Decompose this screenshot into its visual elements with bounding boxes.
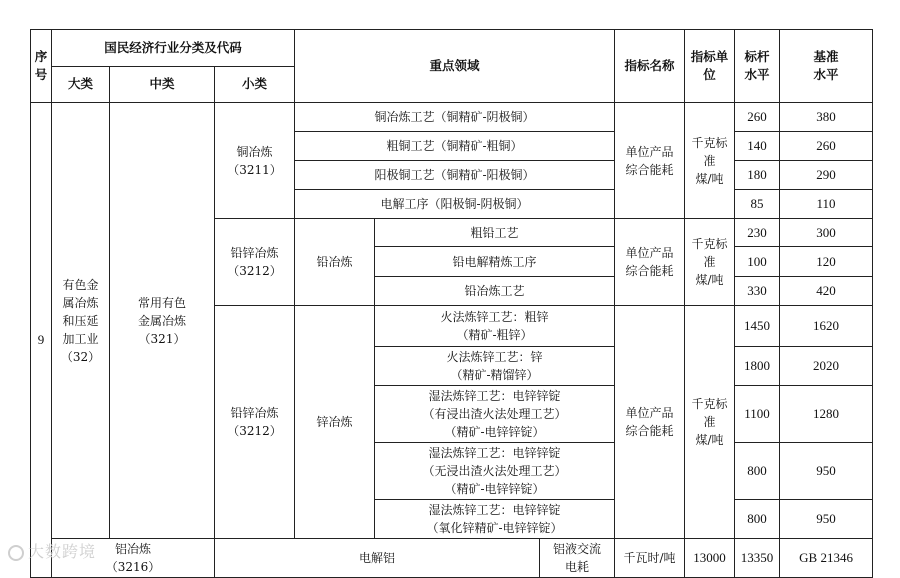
benchmark-cell: 1450 [735,306,780,347]
baseline-cell: 420 [780,277,873,306]
table-row [31,103,873,132]
benchmark-cell: 800 [735,500,780,539]
baseline-cell: 120 [780,247,873,277]
header-industry-classification: 国民经济行业分类及代码 [52,30,295,67]
header-indicator-unit: 指标单位 [685,30,735,103]
header-benchmark: 标杆 水平 [735,30,780,103]
indicator-name-cell: 铝液交流 电耗 [540,539,615,578]
header-row-1 [31,30,873,67]
key-area-cell: 火法炼锌工艺：粗锌 （精矿-粗锌） [375,306,615,347]
key-area-cell: 湿法炼锌工艺：电锌锌锭 （氧化锌精矿-电锌锌锭） [375,500,615,539]
benchmark-cell: 260 [735,103,780,132]
header-key-area: 重点领域 [295,30,615,103]
seq-cell: 9 [31,103,52,578]
benchmark-cell: 1800 [735,347,780,386]
key-area-cell: 湿法炼锌工艺：电锌锌锭 （有浸出渣火法处理工艺） （精矿-电锌锌锭） [375,386,615,443]
sub-area-lead-cell: 铅冶炼 [295,219,375,306]
header-seq: 序 号 [31,30,52,103]
benchmark-cell: 230 [735,219,780,247]
key-area-cell: 粗铅工艺 [375,219,615,247]
indicator-name-cell: 单位产品 综合能耗 [615,103,685,219]
benchmark-cell: 800 [735,443,780,500]
key-area-cell: 铅电解精炼工序 [375,247,615,277]
minor-aluminum-cell: 铝冶炼 （3216） [52,539,215,578]
table-row [31,539,873,578]
benchmark-cell: 140 [735,132,780,161]
benchmark-cell: 85 [735,190,780,219]
watermark-text: 大数跨境 [28,542,97,561]
header-indicator-name: 指标名称 [615,30,685,103]
indicator-name-cell: 单位产品 综合能耗 [615,219,685,306]
watermark-logo-icon [8,545,24,561]
key-area-cell: 粗铜工艺（铜精矿-粗铜） [295,132,615,161]
header-minor: 小类 [215,66,295,103]
baseline-cell: 13350 [735,539,780,578]
key-area-cell: 电解工序（阳极铜-阴极铜） [295,190,615,219]
indicator-unit-cell: 千克标准 煤/吨 [685,103,735,219]
baseline-cell: 290 [780,161,873,190]
medium-category-cell: 常用有色 金属冶炼 （321） [110,103,215,539]
indicator-unit-cell: 千瓦时/吨 [615,539,685,578]
baseline-cell: 1620 [780,306,873,347]
benchmark-cell: 100 [735,247,780,277]
baseline-cell: 110 [780,190,873,219]
header-baseline: 基准 水平 [780,30,873,103]
baseline-cell: 2020 [780,347,873,386]
baseline-cell: 1280 [780,386,873,443]
indicator-unit-cell: 千克标准 煤/吨 [685,219,735,306]
standards-table [30,29,873,578]
baseline-cell: 950 [780,500,873,539]
key-area-cell: 火法炼锌工艺：锌 （精矿-精馏锌） [375,347,615,386]
benchmark-cell: 330 [735,277,780,306]
baseline-cell: 950 [780,443,873,500]
benchmark-cell: 13000 [685,539,735,578]
header-medium: 中类 [110,66,215,103]
minor-lead-zinc-cell: 铅锌冶炼 （3212） [215,306,295,539]
key-area-cell: 铅冶炼工艺 [375,277,615,306]
benchmark-cell: 1100 [735,386,780,443]
key-area-cell: 铜冶炼工艺（铜精矿-阴极铜） [295,103,615,132]
sub-area-zinc-cell: 锌冶炼 [295,306,375,539]
major-category-cell: 有色金 属冶炼 和压延 加工业 （32） [52,103,110,539]
key-area-cell: 电解铝 [215,539,540,578]
key-area-cell: 阳极铜工艺（铜精矿-阳极铜） [295,161,615,190]
indicator-unit-cell: 千克标准 煤/吨 [685,306,735,539]
reference-cell: GB 21346 [780,539,873,578]
header-major: 大类 [52,66,110,103]
minor-lead-zinc-cell: 铅锌冶炼 （3212） [215,219,295,306]
key-area-cell: 湿法炼锌工艺：电锌锌锭 （无浸出渣火法处理工艺） （精矿-电锌锌锭） [375,443,615,500]
benchmark-cell: 180 [735,161,780,190]
indicator-name-cell: 单位产品 综合能耗 [615,306,685,539]
baseline-cell: 260 [780,132,873,161]
baseline-cell: 300 [780,219,873,247]
watermark [8,539,96,562]
baseline-cell: 380 [780,103,873,132]
minor-copper-cell: 铜冶炼 （3211） [215,103,295,219]
